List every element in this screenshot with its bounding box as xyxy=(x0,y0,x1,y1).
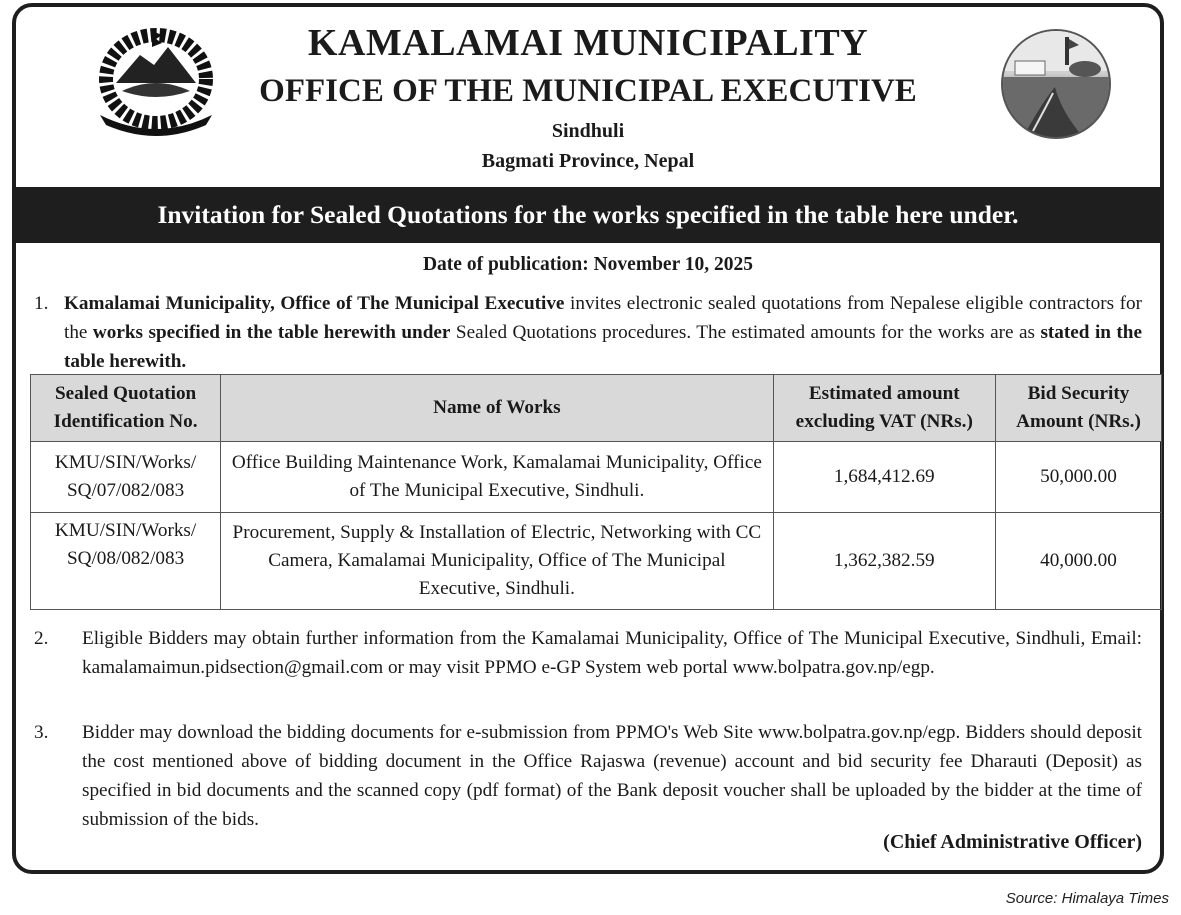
paragraph-number: 3. xyxy=(34,722,49,743)
works-table xyxy=(30,374,1162,610)
table-row xyxy=(31,442,1162,513)
cell-work-name: Procurement, Supply & Installation of Electric, Networking with CC Camera, Kamalamai Municipality, Office of The Municipal Executive, Sindhuli. xyxy=(221,513,773,610)
cell-estimate: 1,362,382.59 xyxy=(773,513,995,610)
paragraph-number: 1. xyxy=(34,293,49,314)
invitation-banner: Invitation for Sealed Quotations for the works specified in the table here under. xyxy=(16,187,1160,243)
cell-bid-security: 40,000.00 xyxy=(995,513,1161,610)
id-line: KMU/SIN/Works/ xyxy=(54,452,197,473)
publication-date: Date of publication: November 10, 2025 xyxy=(422,254,754,275)
notice-header xyxy=(16,7,1160,187)
province-label: Bagmati Province, Nepal xyxy=(481,150,695,172)
id-line: SQ/07/082/083 xyxy=(66,480,185,501)
notice-frame xyxy=(12,3,1164,874)
municipality-logo-icon xyxy=(1001,29,1111,139)
table-header-row xyxy=(31,375,1162,442)
office-subtitle: OFFICE OF THE MUNICIPAL EXECUTIVE xyxy=(259,73,917,109)
paragraph-3 xyxy=(34,718,1142,834)
source-credit: Source: Himalaya Times xyxy=(1005,890,1169,907)
id-line: KMU/SIN/Works/ xyxy=(54,520,197,541)
cell-estimate: 1,684,412.69 xyxy=(773,442,995,513)
col-header-id: Sealed Quotation Identification No. xyxy=(31,375,221,442)
id-line: SQ/08/082/083 xyxy=(66,548,185,569)
district-label: Sindhuli xyxy=(551,120,625,142)
signature-title: (Chief Administrative Officer) xyxy=(883,831,1142,853)
issuer-name: Kamalamai Municipality, Office of The Municipal Executive xyxy=(64,293,565,314)
cell-id xyxy=(31,442,221,513)
cell-id xyxy=(31,513,221,610)
paragraph-2 xyxy=(34,624,1142,682)
col-header-name: Name of Works xyxy=(221,375,773,442)
col-header-estimate: Estimated amount excluding VAT (NRs.) xyxy=(773,375,995,442)
paragraph-text: Bidder may download the bidding documents for e-submission from PPMO's Web Site www.bolpatra.gov.np/egp. Bidders should deposit the cost mentioned above of bidding document in the Office Rajaswa (revenue) account and bid security fee Dharauti (Deposit) as specified in bid documents and the scanned copy (pdf format) of the Bank deposit voucher shall be uploaded by the bidder at the time of submission of the bids. xyxy=(82,722,1142,830)
paragraph-text: Eligible Bidders may obtain further information from the Kamalamai Municipality, Office of The Municipal Executive, Sindhuli, Email: kamalamaimun.pidsection@gmail.com or may visit PPMO e-GP System web portal www.bolpatra.gov.np/egp. xyxy=(82,628,1142,678)
col-header-bid-security: Bid Security Amount (NRs.) xyxy=(995,375,1161,442)
paragraph-text: Sealed Quotations procedures. The estimated amounts for the works are as xyxy=(450,322,1041,343)
paragraph-emphasis: stated in the table herewith. xyxy=(64,322,1142,372)
cell-bid-security: 50,000.00 xyxy=(995,442,1161,513)
paragraph-number: 2. xyxy=(34,628,49,649)
paragraph-1 xyxy=(34,289,1142,376)
paragraph-emphasis: works specified in the table herewith under xyxy=(92,322,451,343)
cell-work-name: Office Building Maintenance Work, Kamalamai Municipality, Office of The Municipal Executive, Sindhuli. xyxy=(221,442,773,513)
paragraph-text: invites electronic sealed quotations from Nepalese eligible contractors for the xyxy=(64,293,1142,343)
table-row xyxy=(31,513,1162,610)
municipality-title: KAMALAMAI MUNICIPALITY xyxy=(307,22,869,64)
